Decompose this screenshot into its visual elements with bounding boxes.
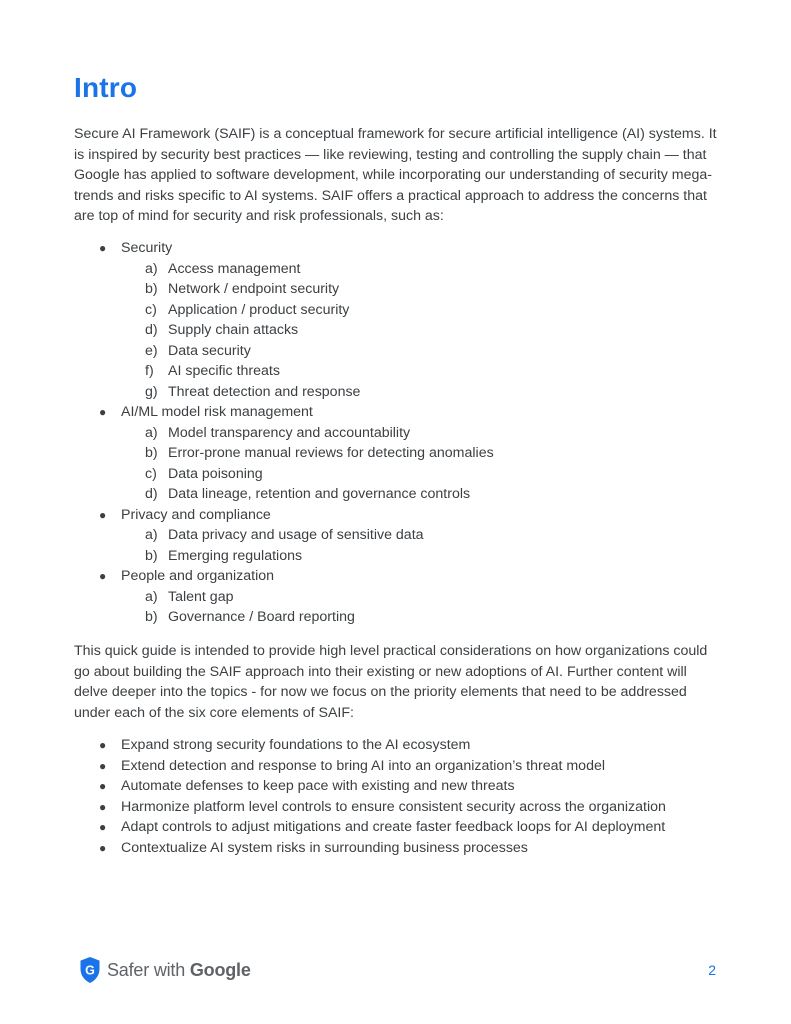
concern-sublist bbox=[121, 525, 734, 566]
logo-prefix: Safer with bbox=[107, 959, 186, 980]
sub-list-text: Data security bbox=[168, 342, 251, 359]
core-element-item bbox=[74, 756, 734, 777]
sub-list-marker: f) bbox=[145, 363, 154, 379]
svg-text:G: G bbox=[85, 963, 95, 978]
concern-sublist bbox=[121, 423, 734, 505]
sub-list-item bbox=[121, 607, 734, 628]
sub-list-item bbox=[121, 587, 734, 608]
sub-list-item bbox=[121, 320, 734, 341]
core-element-text: Extend detection and response to bring AI into an organization’s threat model bbox=[121, 757, 606, 774]
sub-list-item bbox=[121, 341, 734, 362]
core-element-item bbox=[74, 817, 734, 838]
core-element-text: Harmonize platform level controls to ensure consistent security across the organization bbox=[121, 798, 666, 815]
concerns-list bbox=[74, 238, 734, 628]
sub-list-text: Network / endpoint security bbox=[168, 281, 340, 297]
sub-list-text: Emerging regulations bbox=[168, 547, 303, 564]
sub-list-text: Governance / Board reporting bbox=[168, 609, 355, 625]
sub-list-item bbox=[121, 361, 734, 382]
bullet-icon: ● bbox=[99, 569, 107, 583]
google-shield-icon bbox=[79, 956, 101, 984]
sub-list-marker: c) bbox=[145, 465, 157, 482]
sub-list-marker: d) bbox=[145, 486, 158, 502]
core-element-item bbox=[74, 776, 734, 797]
sub-list-text: AI specific threats bbox=[168, 363, 280, 379]
concern-sublist bbox=[121, 587, 734, 628]
sub-list-text: Threat detection and response bbox=[168, 383, 361, 400]
sub-list-marker: b) bbox=[145, 281, 158, 297]
concern-item-ai-ml-risk bbox=[74, 402, 734, 505]
sub-list-text: Access management bbox=[168, 260, 301, 277]
sub-list-item bbox=[121, 484, 734, 505]
logo-wordmark bbox=[107, 960, 251, 981]
concern-sublist bbox=[121, 259, 734, 403]
concern-item-people bbox=[74, 566, 734, 628]
page-title: Intro bbox=[74, 72, 138, 103]
sub-list-item bbox=[121, 423, 734, 444]
bullet-icon: ● bbox=[99, 241, 107, 255]
concern-label: AI/ML model risk management bbox=[121, 404, 313, 420]
sub-list-text: Supply chain attacks bbox=[168, 322, 299, 338]
sub-list-text: Application / product security bbox=[168, 301, 350, 318]
bullet-icon: ● bbox=[99, 507, 107, 522]
core-elements-list bbox=[74, 735, 734, 858]
sub-list-marker: a) bbox=[145, 527, 158, 543]
sub-list-marker: b) bbox=[145, 547, 158, 564]
concern-label: People and organization bbox=[121, 568, 275, 584]
logo-brand: Google bbox=[189, 959, 251, 980]
concern-label: Security bbox=[121, 240, 173, 256]
core-element-text: Expand strong security foundations to the AI ecosystem bbox=[121, 737, 471, 753]
core-element-item bbox=[74, 838, 734, 859]
core-element-text: Adapt controls to adjust mitigations and create faster feedback loops for AI deployment bbox=[121, 819, 666, 835]
bullet-icon: ● bbox=[99, 799, 107, 814]
core-element-item bbox=[74, 797, 734, 818]
sub-list-marker: a) bbox=[145, 424, 158, 441]
sub-list-text: Data lineage, retention and governance controls bbox=[168, 486, 471, 502]
sub-list-text: Talent gap bbox=[168, 588, 234, 605]
sub-list-item bbox=[121, 382, 734, 403]
sub-list-text: Data privacy and usage of sensitive data bbox=[168, 527, 424, 543]
sub-list-item bbox=[121, 259, 734, 280]
sub-list-marker: b) bbox=[145, 445, 158, 461]
core-element-text: Contextualize AI system risks in surrounding business processes bbox=[121, 839, 528, 856]
sub-list-text: Model transparency and accountability bbox=[168, 424, 411, 441]
sub-list-text: Data poisoning bbox=[168, 465, 263, 482]
concern-label: Privacy and compliance bbox=[121, 506, 271, 523]
sub-list-item bbox=[121, 525, 734, 546]
sub-list-marker: e) bbox=[145, 342, 158, 359]
sub-list-marker: d) bbox=[145, 322, 158, 338]
concern-item-privacy bbox=[74, 505, 734, 567]
bullet-icon: ● bbox=[99, 738, 107, 752]
core-element-text: Automate defenses to keep pace with existing and new threats bbox=[121, 778, 515, 794]
guide-paragraph: This quick guide is intended to provide high level practical considerations on how organizations could go about building the SAIF approach into their existing or new adoptions of AI. Further content will delve deeper into the topics - for now we focus on the priority elements that need to be addressed under each of the six core elements of SAIF: bbox=[74, 643, 708, 721]
sub-list-marker: a) bbox=[145, 588, 158, 605]
core-element-item bbox=[74, 735, 734, 756]
sub-list-marker: a) bbox=[145, 260, 158, 277]
bullet-icon: ● bbox=[99, 405, 107, 419]
sub-list-item bbox=[121, 279, 734, 300]
page-number: 2 bbox=[708, 962, 716, 978]
sub-list-marker: c) bbox=[145, 301, 157, 318]
safer-with-google-logo bbox=[79, 955, 251, 985]
sub-list-item bbox=[121, 464, 734, 485]
intro-paragraph: Secure AI Framework (SAIF) is a conceptual framework for secure artificial intelligence (AI) systems. It is inspired by security best practices — like reviewing, testing and controlling the supply chain — that Google has applied to software development, while incorporating our understanding of security mega-trends and risks specific to AI systems. SAIF offers a practical approach to address the concerns that are top of mind for security and risk professionals, such as: bbox=[74, 126, 717, 224]
sub-list-text: Error-prone manual reviews for detecting anomalies bbox=[168, 445, 494, 461]
sub-list-marker: g) bbox=[145, 383, 158, 400]
bullet-icon: ● bbox=[99, 779, 107, 793]
bullet-icon: ● bbox=[99, 758, 107, 773]
bullet-icon: ● bbox=[99, 820, 107, 834]
sub-list-item bbox=[121, 300, 734, 321]
sub-list-marker: b) bbox=[145, 609, 158, 625]
sub-list-item bbox=[121, 546, 734, 567]
sub-list-item bbox=[121, 443, 734, 464]
bullet-icon: ● bbox=[99, 840, 107, 855]
concern-item-security bbox=[74, 238, 734, 402]
